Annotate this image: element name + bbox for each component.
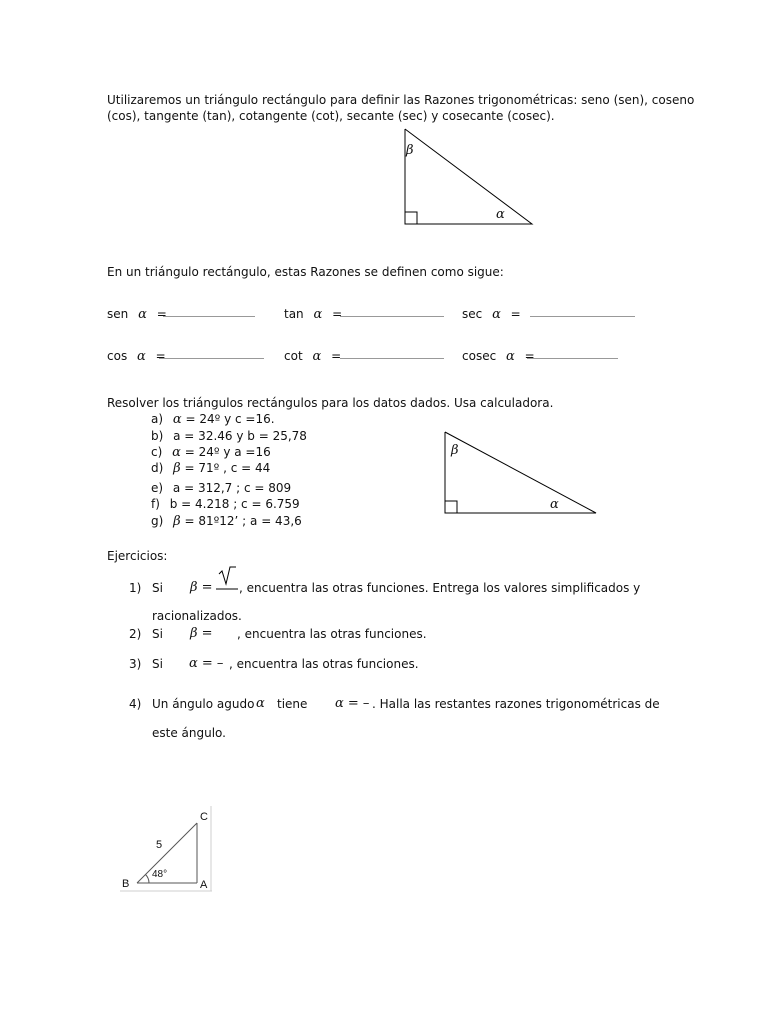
item-marker: c) [151,445,163,459]
ejercicio-1-number: 1) [129,581,142,595]
def-cot-equals: = [331,349,342,363]
label-b: B [122,878,130,890]
def-cot-alpha: α [312,349,322,364]
ejercicio-2-lhs: β = [190,626,213,641]
triangle-2-beta: β [451,443,459,458]
item-beta: β [173,461,181,476]
ejercicio-4-text: . Halla las restantes razones trigonométricas de [372,697,660,711]
ejercicio-4-number: 4) [129,697,142,711]
item-text: = 24º y a =16 [180,445,271,459]
def-cos-label: cos [107,349,128,363]
item-marker: a) [151,412,164,426]
def-sec-label: sec [462,307,483,321]
ejercicio-1-si: Si [152,581,163,595]
ejercicio-3-lhs: α = – [189,656,224,671]
item-text: a = 32.46 y b = 25,78 [173,429,307,443]
item-alpha: α [172,445,181,460]
ejercicios-heading: Ejercicios: [107,549,168,563]
ejercicio-4-intro: Un ángulo agudo [152,697,255,711]
item-alpha: α [172,412,182,427]
ejercicio-2-text: , encuentra las otras funciones. [237,627,427,641]
ejercicio-1-text: , encuentra las otras funciones. Entrega los valores simplificados y [239,581,641,595]
ejercicio-1-continuation: racionalizados. [152,609,242,623]
intro-line-2: (cos), tangente (tan), cotangente (cot), secante (sec) y cosecante (cosec). [107,109,555,123]
intro-line-1: Utilizaremos un triángulo rectángulo para definir las Razones trigonométricas: seno (sen), coseno [107,93,695,107]
hypotenuse-label: 5 [156,839,163,851]
item-text: a = 312,7 ; c = 809 [172,481,292,495]
def-sen-alpha: α [138,307,147,322]
item-marker: e) [151,481,164,495]
item-marker: g) [151,514,164,528]
item-marker: d) [151,461,164,475]
angle-label: 48° [152,869,168,880]
def-cos-alpha: α [137,349,146,364]
item-marker: b) [151,429,164,443]
def-cosec-alpha: α [506,349,515,364]
item-text: b = 4.218 ; c = 6.759 [169,497,300,511]
triangle-1-beta: β [406,143,414,158]
def-sec-equals: = [510,307,521,321]
ejercicio-4-alpha: α [256,696,265,711]
item-text: = 24º y c =16. [181,412,275,426]
ejercicio-2-si: Si [152,627,163,641]
ejercicio-4-tiene: tiene [277,697,308,711]
ejercicio-4-continuation: este ángulo. [152,726,226,740]
triangle-1-alpha: α [496,207,505,222]
ejercicio-3-text: , encuentra las otras funciones. [229,657,419,671]
def-cosec-equals: = [524,349,535,363]
def-sec-alpha: α [492,307,501,322]
item-beta: β [173,514,181,529]
ejercicio-2-number: 2) [129,627,142,641]
item-text: = 71º , c = 44 [180,461,271,475]
label-c: C [200,811,208,823]
ejercicio-4-lhs: α = – [335,696,370,711]
def-tan-equals: = [332,307,343,321]
def-cot-label: cot [284,349,303,363]
def-sen-equals: = [156,307,167,321]
def-tan-label: tan [284,307,304,321]
def-tan-alpha: α [313,307,323,322]
label-a: A [200,879,208,891]
def-cosec-label: cosec [462,349,497,363]
item-marker: f) [151,497,160,511]
def-sen-label: sen [107,307,129,321]
def-cos-equals: = [155,349,166,363]
ejercicio-1-lhs: β = [190,580,213,595]
ejercicio-3-si: Si [152,657,163,671]
triangle-2-alpha: α [550,497,559,512]
definitions-heading: En un triángulo rectángulo, estas Razones se definen como sigue: [107,265,504,279]
item-text: = 81º12’ ; a = 43,6 [180,514,302,528]
resolver-heading: Resolver los triángulos rectángulos para los datos dados. Usa calculadora. [107,396,554,410]
ejercicio-3-number: 3) [129,657,142,671]
